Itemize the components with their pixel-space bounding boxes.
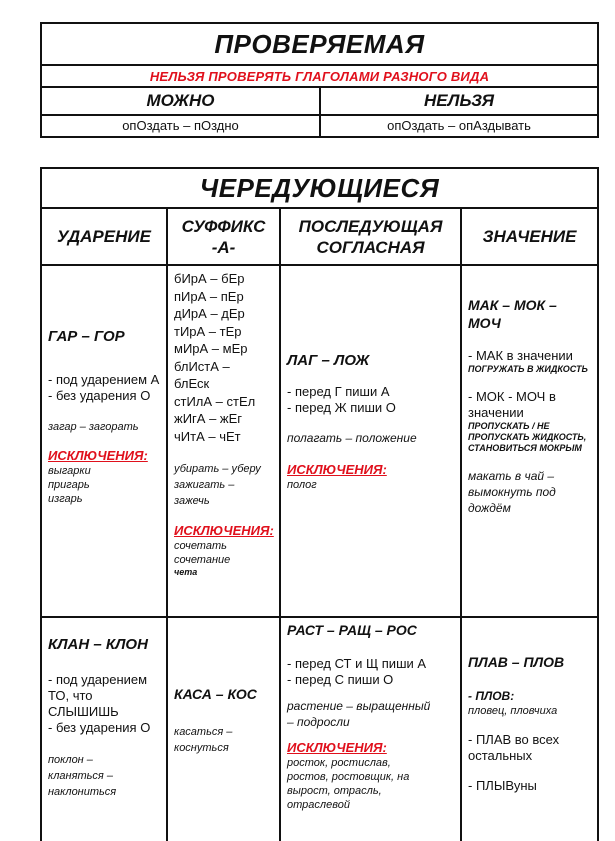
header-stress: УДАРЕНИЕ	[42, 209, 168, 266]
mok-rule: - МОК - МОЧ в значении	[468, 389, 556, 420]
suffix-pair: стИлА – стЕл	[174, 393, 256, 409]
suffix-pair: пИрА – пЕр	[174, 288, 244, 304]
rast-exception: вырост, отрасль,	[287, 785, 382, 797]
suffix-exception: сочетание	[174, 554, 231, 566]
mok-meaning: ПРОПУСКАТЬ / НЕ ПРОПУСКАТЬ ЖИДКОСТЬ, СТАНОВИТЬСЯ МОКРЫМ	[468, 421, 587, 453]
gar-exception: изгарь	[48, 493, 83, 505]
example-can: опОздать – пОздно	[122, 118, 239, 133]
gar-exception: пригарь	[48, 479, 90, 491]
verifiable-title: ПРОВЕРЯЕМАЯ	[214, 28, 425, 59]
suffix-example: убирать – уберу	[174, 463, 261, 475]
klan-example: наклониться	[48, 786, 117, 798]
suffix-exception: чета	[174, 567, 198, 577]
suffix-example: зажечь	[174, 495, 210, 507]
row1-stress-cell	[42, 266, 168, 618]
rast-example-1: растение – выращенный	[287, 699, 431, 713]
suffix-exception: сочетать	[174, 540, 227, 552]
rast-ros-title: РАСТ – РАЩ – РОС	[287, 622, 417, 638]
suffix-pair: тИрА – тЕр	[174, 323, 242, 339]
klan-example: кланяться –	[48, 770, 113, 782]
plav-plov-title: ПЛАВ – ПЛОВ	[468, 654, 565, 670]
suffix-pair: блИстА –	[174, 358, 230, 374]
example-cannot: опОздать – опАздывать	[387, 118, 531, 133]
lag-exceptions-label: ИСКЛЮЧЕНИЯ:	[287, 462, 387, 477]
rast-rule-st: - перед СТ и Щ пиши А	[287, 656, 427, 671]
alternating-title: ЧЕРЕДУЮЩИЕСЯ	[199, 172, 440, 203]
klan-rule-stressed: - под ударением ТО, что СЛЫШИШЬ	[48, 672, 148, 719]
gar-gor-title: ГАР – ГОР	[48, 328, 125, 345]
kasa-example: коснуться	[174, 742, 229, 754]
header-meaning: ЗНАЧЕНИЕ	[462, 209, 597, 266]
lag-example: полагать – положение	[287, 431, 417, 445]
rast-exception: ростов, ростовщик, на	[287, 771, 410, 783]
suffix-pair: дИрА – дЕр	[174, 306, 245, 321]
lag-rule-zh: - перед Ж пиши О	[287, 400, 396, 415]
row1-meaning-cell	[462, 266, 597, 618]
can-header: МОЖНО	[146, 91, 215, 110]
klan-klon-title: КЛАН – КЛОН	[48, 636, 148, 653]
gar-exceptions-label: ИСКЛЮЧЕНИЯ:	[48, 448, 148, 463]
suffix-pair: мИрА – мЕр	[174, 341, 248, 356]
kasa-example: касаться –	[174, 726, 233, 738]
cannot-header: НЕЛЬЗЯ	[423, 91, 494, 110]
header-suffix: СУФФИКС -А-	[168, 209, 281, 266]
lag-exception: полог	[287, 479, 317, 491]
kasa-kos-title: КАСА – КОС	[174, 686, 257, 702]
plav-rule: - ПЛАВ во всех остальных	[468, 732, 560, 763]
row2-stress-cell	[42, 618, 168, 841]
mak-meaning: ПОГРУЖАТЬ В ЖИДКОСТЬ	[468, 364, 588, 374]
suffix-pair: чИтА – чЕт	[174, 428, 241, 444]
rast-exceptions-label: ИСКЛЮЧЕНИЯ:	[287, 740, 387, 755]
mak-mok-title: МАК – МОК –	[468, 297, 557, 313]
rast-exception: отраслевой	[287, 799, 350, 811]
suffix-pair: блЕск	[174, 376, 210, 391]
klan-example: поклон –	[48, 754, 93, 766]
rast-rule-s: - перед С пиши О	[287, 672, 394, 687]
gar-rule-stressed: - под ударением А	[48, 372, 160, 387]
lag-lozh-title: ЛАГ – ЛОЖ	[287, 352, 370, 369]
alternating-table	[40, 167, 599, 841]
mak-mok-title-2: МОЧ	[468, 315, 501, 331]
gar-exception: выгарки	[48, 465, 91, 477]
plov-examples: пловец, пловчиха	[468, 705, 558, 717]
row2-consonant-cell	[281, 618, 462, 841]
mak-rule: - МАК в значении	[468, 348, 573, 363]
suffix-example: зажигать –	[174, 479, 235, 491]
suffix-pair: жИгА – жЕг	[174, 411, 243, 426]
rast-exception: росток, ростислав,	[287, 757, 391, 769]
alternating-title-row	[42, 169, 597, 209]
row1-suffix-cell	[168, 266, 281, 618]
plyv-rule: - ПЛЫВуны	[468, 778, 537, 793]
suffix-exceptions-label: ИСКЛЮЧЕНИЯ:	[174, 523, 274, 538]
row1-consonant-cell	[281, 266, 462, 618]
klan-rule-unstressed: - без ударения О	[48, 720, 151, 735]
suffix-pair: бИрА – бЕр	[174, 271, 245, 286]
verifiable-title-row	[42, 24, 597, 66]
banner-row	[42, 66, 597, 88]
mak-example-2: вымокнуть под дождём	[468, 485, 556, 515]
verifiable-table	[40, 22, 599, 138]
gar-example: загар – загорать	[48, 421, 139, 433]
alternating-grid	[42, 209, 597, 841]
plov-label: - ПЛОВ:	[468, 689, 515, 703]
row2-meaning-cell	[462, 618, 597, 841]
rast-example-2: – подросли	[287, 715, 350, 729]
header-consonant: ПОСЛЕДУЮЩАЯ СОГЛАСНАЯ	[281, 209, 462, 266]
row2-suffix-cell	[168, 618, 281, 841]
examples-row	[42, 116, 597, 136]
mak-example-1: макать в чай –	[468, 469, 555, 483]
gar-rule-unstressed: - без ударения О	[48, 388, 151, 403]
banner-text: НЕЛЬЗЯ ПРОВЕРЯТЬ ГЛАГОЛАМИ РАЗНОГО ВИДА	[149, 68, 490, 84]
lag-rule-g: - перед Г пиши А	[287, 384, 390, 399]
can-cannot-header-row	[42, 88, 597, 116]
